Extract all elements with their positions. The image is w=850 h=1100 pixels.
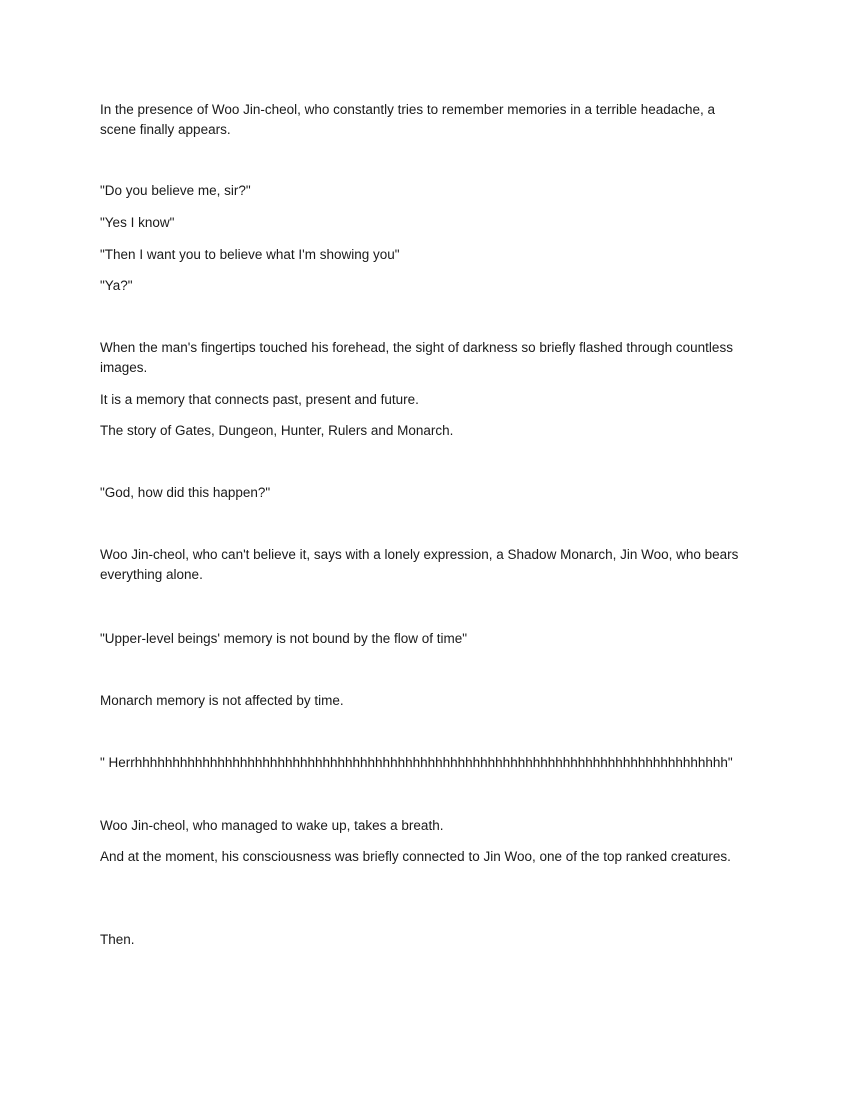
dialogue-god: "God, how did this happen?" — [100, 485, 271, 500]
dialogue-ya: "Ya?" — [100, 278, 133, 293]
paragraph-intro: In the presence of Woo Jin-cheol, who constantly tries to remember memories in a terrible headache, a scene finally appears. — [100, 102, 716, 137]
paragraph-then: Then. — [100, 932, 135, 947]
paragraph-wake-up: Woo Jin-cheol, who managed to wake up, takes a breath. — [100, 818, 444, 833]
dialogue-believe-showing: "Then I want you to believe what I'm showing you" — [100, 247, 400, 262]
paragraph-lonely-expression: Woo Jin-cheol, who can't believe it, says with a lonely expression, a Shadow Monarch, Jin Woo, who bears everything alone. — [100, 547, 739, 582]
paragraph-memory-connects: It is a memory that connects past, present and future. — [100, 392, 419, 407]
paragraph-fingertips: When the man's fingertips touched his forehead, the sight of darkness so briefly flashed through countless images. — [100, 340, 733, 375]
dialogue-yes-i-know: "Yes I know" — [100, 215, 175, 230]
paragraph-monarch-memory: Monarch memory is not affected by time. — [100, 693, 344, 708]
dialogue-herrh: " Herrhhhhhhhhhhhhhhhhhhhhhhhhhhhhhhhhhhhhhhhhhhhhhhhhhhhhhhhhhhhhhhhhhhhhhhhhhhhhhhh" — [100, 755, 733, 770]
dialogue-upper-level-beings: "Upper-level beings' memory is not bound by the flow of time" — [100, 631, 468, 646]
paragraph-consciousness: And at the moment, his consciousness was briefly connected to Jin Woo, one of the top ranked creatures. — [100, 849, 731, 864]
dialogue-believe-me: "Do you believe me, sir?" — [100, 183, 251, 198]
paragraph-story-of-gates: The story of Gates, Dungeon, Hunter, Rulers and Monarch. — [100, 423, 454, 438]
